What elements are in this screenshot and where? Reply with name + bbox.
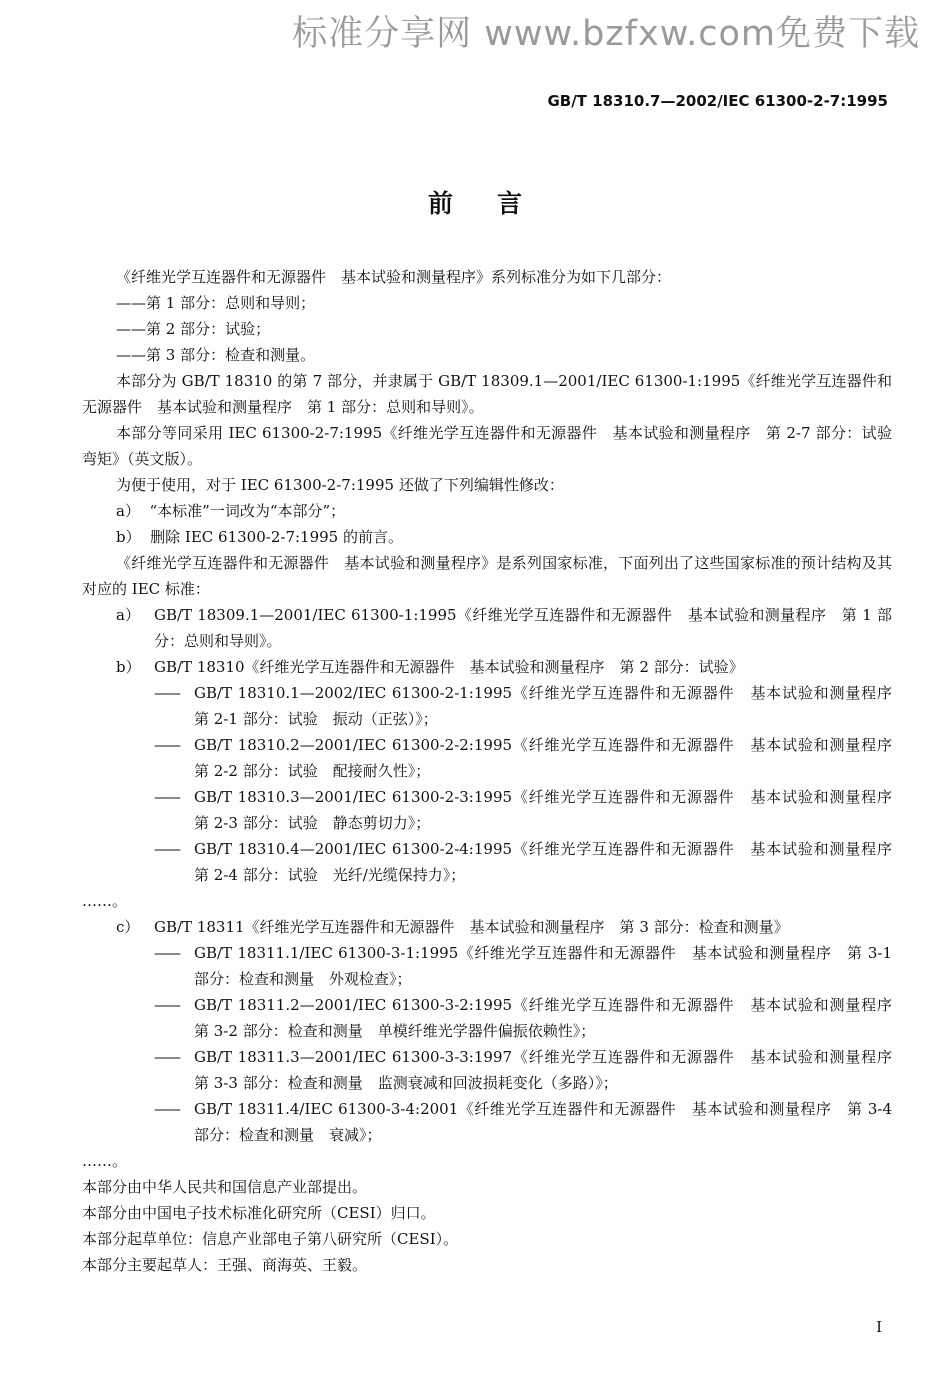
series-item-b [82,654,892,680]
sub-item [82,1096,892,1148]
item-text: GB/T 18309.1—2001/IEC 61300-1:1995《纤维光学互连器件和无源器件 基本试验和测量程序 第 1 部分：总则和导则》。 [154,606,892,650]
dash-marker: —— [154,736,178,754]
sub-item [82,992,908,1044]
sub-item [82,680,908,732]
edit-item [82,524,892,550]
item-text: GB/T 18310《纤维光学互连器件和无源器件 基本试验和测量程序 第 2 部分：试验》 [154,658,744,676]
sub-item-text: GB/T 18311.3—2001/IEC 61300-3-3:1997《纤维光学互连器件和无源器件 基本试验和测量程序 第 3-3 部分：检查和测量 监测衰减和回波损耗变化（多路）》； [194,1048,908,1092]
dash-marker: —— [154,1048,178,1066]
sub-item [82,940,892,992]
closing-line: 本部分由中华人民共和国信息产业部提出。 [82,1178,368,1196]
sub-item [82,784,908,836]
sub-item-text: GB/T 18310.1—2002/IEC 61300-2-1:1995《纤维光学互连器件和无源器件 基本试验和测量程序 第 2-1 部分：试验 振动（正弦）》； [194,684,908,728]
edit-text: 删除 IEC 61300-2-7:1995 的前言。 [150,528,403,546]
sub-item [82,1044,908,1096]
sub-item-text: GB/T 18311.2—2001/IEC 61300-3-2:1995《纤维光学互连器件和无源器件 基本试验和测量程序 第 3-2 部分：检查和测量 单模纤维光学器件偏振依赖性》； [194,996,908,1040]
item-marker: a） [116,606,140,624]
edit-item [82,498,892,524]
dash-marker: —— [154,1100,178,1118]
dash-marker: —— [154,996,178,1014]
edit-marker: a） [116,502,140,520]
series-paragraph: 《纤维光学互连器件和无源器件 基本试验和测量程序》是系列国家标准，下面列出了这些国家标准的预计结构及其对应的 IEC 标准： [82,554,892,598]
item-marker: c） [116,918,140,936]
closing-line: 本部分由中国电子技术标准化研究所（CESI）归口。 [82,1204,436,1222]
edit-text: “本标准”一词改为“本部分”； [149,502,346,520]
page-title: 前言 [427,189,566,218]
ellipsis: ……。 [82,1152,128,1170]
sub-item-text: GB/T 18311.4/IEC 61300-3-4:2001《纤维光学互连器件和无源器件 基本试验和测量程序 第 3-4 部分：检查和测量 衰减》； [194,1100,892,1144]
sub-item-text: GB/T 18310.3—2001/IEC 61300-2-3:1995《纤维光学互连器件和无源器件 基本试验和测量程序 第 2-3 部分：试验 静态剪切力》； [194,788,908,832]
item-text: GB/T 18311《纤维光学互连器件和无源器件 基本试验和测量程序 第 3 部分：检查和测量》 [154,918,789,936]
watermark: 标准分享网 www.bzfxw.com免费下载 [292,14,920,54]
intro-paragraph: 《纤维光学互连器件和无源器件 基本试验和测量程序》系列标准分为如下几部分： [116,268,672,286]
standard-code: GB/T 18310.7—2002/IEC 61300-2-7:1995 [547,92,888,110]
series-item-c [82,914,892,940]
sub-item-text: GB/T 18311.1/IEC 61300-3-1:1995《纤维光学互连器件和无源器件 基本试验和测量程序 第 3-1 部分：检查和测量 外观检查》； [194,944,892,988]
edit-marker: b） [116,528,141,546]
page-number: I [876,1318,882,1336]
adoption-paragraph: 本部分等同采用 IEC 61300-2-7:1995《纤维光学互连器件和无源器件 基本试验和测量程序 第 2-7 部分：试验 弯矩》（英文版）。 [82,424,908,468]
dash-marker: —— [154,684,178,702]
edits-intro: 为便于使用，对于 IEC 61300-2-7:1995 还做了下列编辑性修改： [116,476,564,494]
part-paragraph: 本部分为 GB/T 18310 的第 7 部分，并隶属于 GB/T 18309.1—2001/IEC 61300-1:1995《纤维光学互连器件和无源器件 基本试验和测量程序 第 1 部分：总则和导则》。 [82,372,892,416]
dash-marker: —— [154,788,178,806]
part-item: ——第 3 部分：检查和测量。 [116,346,316,364]
series-item-a [82,602,892,654]
item-marker: b） [116,658,141,676]
part-item: ——第 1 部分：总则和导则； [116,294,316,312]
part-item: ——第 2 部分：试验； [116,320,271,338]
dash-marker: —— [154,840,178,858]
sub-item [82,732,908,784]
sub-item-text: GB/T 18310.4—2001/IEC 61300-2-4:1995《纤维光学互连器件和无源器件 基本试验和测量程序 第 2-4 部分：试验 光纤/光缆保持力》； [194,840,908,884]
closing-line: 本部分主要起草人：王强、商海英、王毅。 [82,1256,368,1274]
foreword-body [82,264,908,1278]
dash-marker: —— [154,944,178,962]
sub-item-text: GB/T 18310.2—2001/IEC 61300-2-2:1995《纤维光学互连器件和无源器件 基本试验和测量程序 第 2-2 部分：试验 配接耐久性》； [194,736,908,780]
closing-line: 本部分起草单位：信息产业部电子第八研究所（CESI）。 [82,1230,459,1248]
sub-item [82,836,908,888]
ellipsis: ……。 [82,892,128,910]
